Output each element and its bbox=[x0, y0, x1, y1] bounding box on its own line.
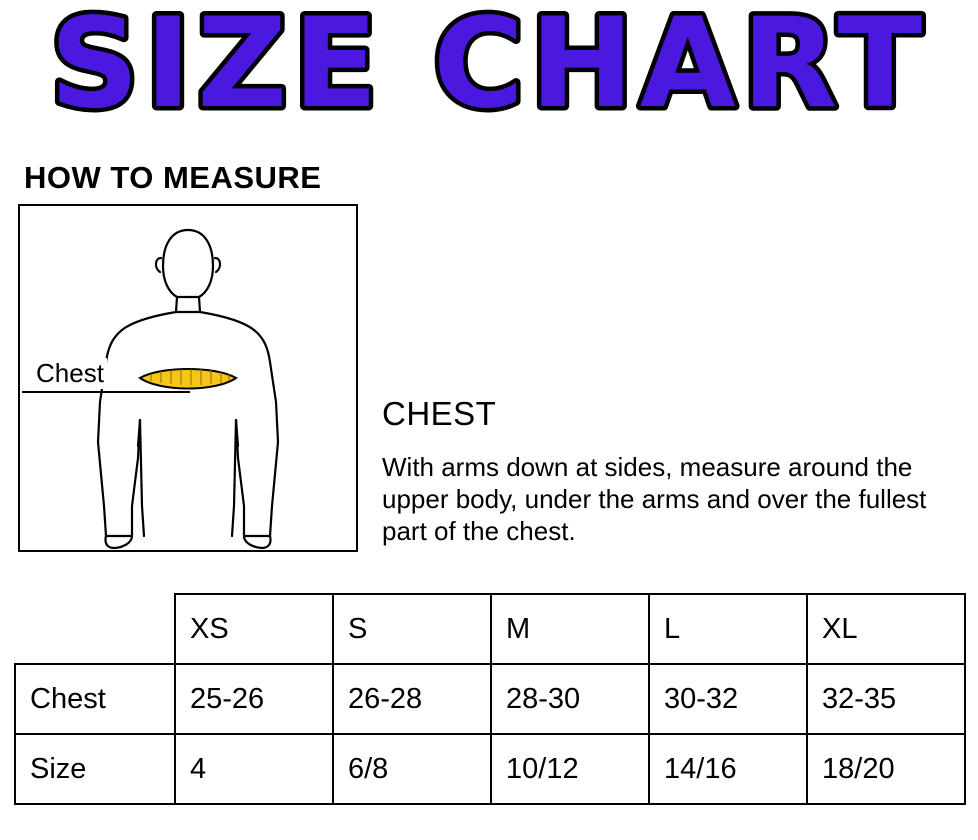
description-body: With arms down at sides, measure around the upper body, under the arms and over the fullest part of the chest. bbox=[382, 452, 927, 546]
table-row bbox=[15, 734, 965, 804]
table-col-header-m: M bbox=[491, 594, 649, 664]
tape-measure-icon bbox=[140, 369, 236, 389]
size-table bbox=[14, 593, 966, 805]
table-row-label-chest: Chest bbox=[15, 664, 175, 734]
table-cell-chest-l: 30-32 bbox=[649, 664, 807, 734]
table-row bbox=[15, 664, 965, 734]
table-cell-size-l: 14/16 bbox=[649, 734, 807, 804]
table-col-header-s: S bbox=[333, 594, 491, 664]
chest-label: Chest bbox=[33, 358, 107, 389]
table-row-label-size: Size bbox=[15, 734, 175, 804]
table-col-header-xs: XS bbox=[175, 594, 333, 664]
table-cell-size-xs: 4 bbox=[175, 734, 333, 804]
table-cell-chest-xs: 25-26 bbox=[175, 664, 333, 734]
title-graphic bbox=[0, 0, 978, 144]
table-corner-cell bbox=[15, 594, 175, 664]
table-cell-chest-s: 26-28 bbox=[333, 664, 491, 734]
table-cell-size-m: 10/12 bbox=[491, 734, 649, 804]
table-cell-size-xl: 18/20 bbox=[807, 734, 965, 804]
chest-leader-line bbox=[22, 391, 190, 393]
table-cell-chest-xl: 32-35 bbox=[807, 664, 965, 734]
table-cell-chest-m: 28-30 bbox=[491, 664, 649, 734]
table-col-header-xl: XL bbox=[807, 594, 965, 664]
how-to-measure-heading: HOW TO MEASURE bbox=[24, 160, 322, 195]
page-title bbox=[0, 0, 978, 144]
page-title-text: SIZE CHART bbox=[49, 0, 929, 136]
table-col-header-l: L bbox=[649, 594, 807, 664]
table-cell-size-s: 6/8 bbox=[333, 734, 491, 804]
description-heading: CHEST bbox=[382, 395, 497, 432]
table-header-row bbox=[15, 594, 965, 664]
